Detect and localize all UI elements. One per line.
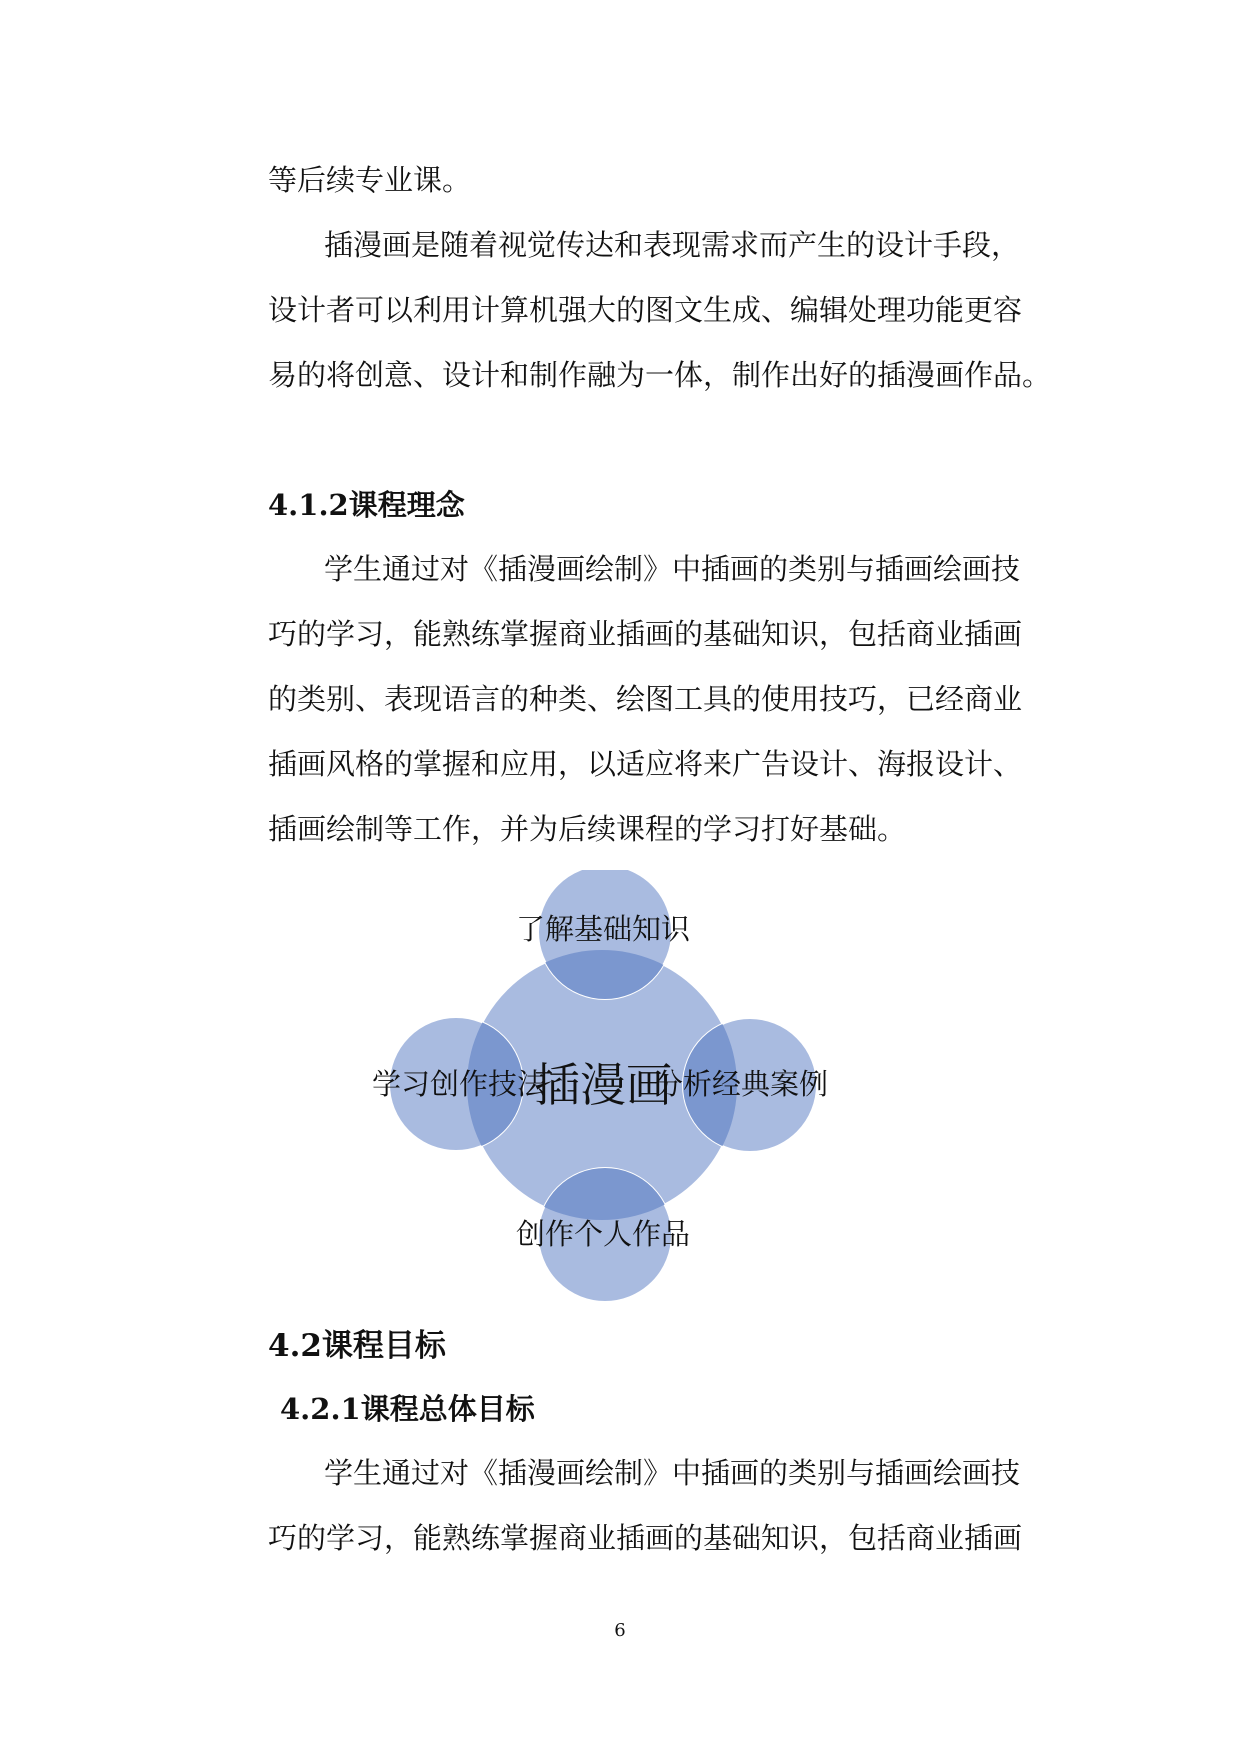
diagram-left-label: 学习创作技法	[371, 1067, 547, 1101]
diagram-bottom-label: 创作个人作品	[515, 1217, 691, 1251]
diagram-top-label: 了解基础知识	[515, 912, 691, 946]
text-line: 插漫画是随着视觉传达和表现需求而产生的设计手段，	[324, 228, 1021, 262]
paragraph-course-philosophy	[268, 537, 1028, 862]
text-line: 巧的学习，能熟练掌握商业插画的基础知识，包括商业插画	[268, 617, 1023, 651]
page-number: 6	[614, 1620, 626, 1641]
text-line: 插画风格的掌握和应用，以适应将来广告设计、海报设计、	[268, 747, 1023, 781]
section-heading-4-1-2: 4.1.2课程理念	[268, 488, 465, 522]
text-line: 插画绘制等工作，并为后续课程的学习打好基础。	[268, 812, 907, 846]
course-concept-diagram	[360, 870, 880, 1320]
paragraph-overall-goal	[268, 1441, 1028, 1571]
section-heading-4-2: 4.2课程目标	[268, 1328, 446, 1364]
text-line: 易的将创意、设计和制作融为一体，制作出好的插漫画作品。	[268, 358, 1052, 392]
text-line: 学生通过对《插漫画绘制》中插画的类别与插画绘画技	[324, 1456, 1021, 1490]
text-line: 巧的学习，能熟练掌握商业插画的基础知识，包括商业插画	[268, 1521, 1023, 1555]
section-heading-4-2-1: 4.2.1课程总体目标	[280, 1392, 535, 1426]
paragraph-illustration-intro	[268, 213, 1052, 408]
text-line: 等后续专业课。	[268, 163, 472, 197]
paragraph-continued	[268, 148, 1028, 213]
diagram-center-label: 插漫画	[534, 1058, 672, 1112]
diagram-right-label: 分析经典案例	[653, 1067, 829, 1101]
text-line: 学生通过对《插漫画绘制》中插画的类别与插画绘画技	[324, 552, 1021, 586]
text-line: 的类别、表现语言的种类、绘图工具的使用技巧，已经商业	[268, 682, 1023, 716]
text-line: 设计者可以利用计算机强大的图文生成、编辑处理功能更容	[268, 293, 1023, 327]
